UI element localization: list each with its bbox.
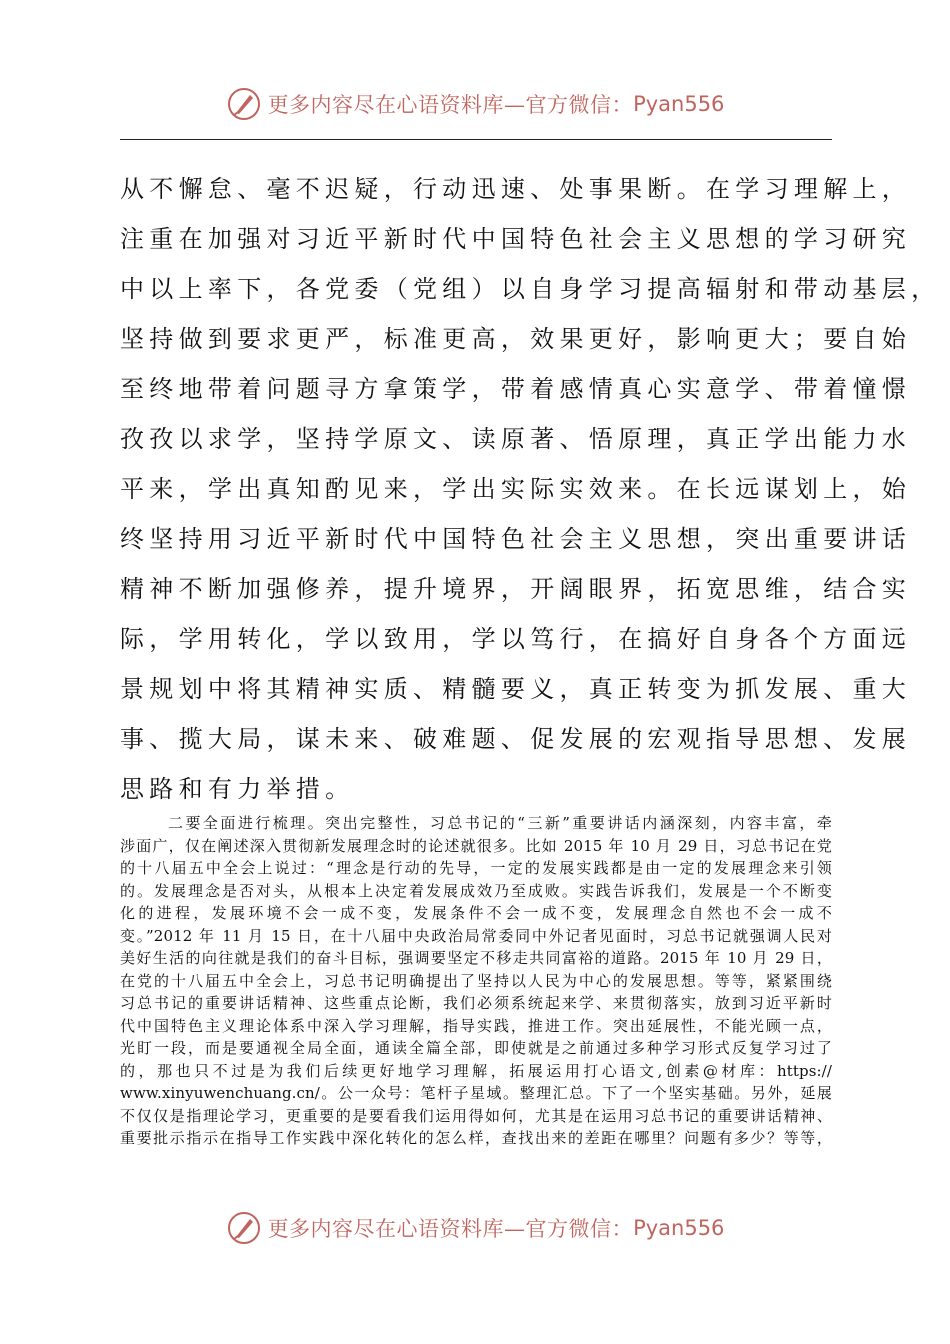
quill-logo-icon [226, 86, 262, 122]
paragraph-line: 的十八届五中全会上说过：“理念是行动的先导，一定的发展实践都是由一定的发展理念来引领 [120, 859, 832, 877]
paragraph-line: 精神不断加强修养，提升境界，开阔眼界，拓宽思维，结合实 [120, 575, 912, 603]
paragraph-line: 事、揽大局，谋未来、破难题、促发展的宏观指导思想、发展 [120, 725, 912, 753]
paragraph-line: 注重在加强对习近平新时代中国特色社会主义思想的学习研究 [120, 225, 912, 253]
paragraph-line: 二要全面进行梳理。突出完整性，习总书记的“三新”重要讲话内涵深刻，内容丰富，牵 [168, 814, 832, 832]
paragraph-line: 坚持做到要求更严，标准更高，效果更好，影响更大；要自始 [120, 325, 912, 353]
paragraph-line: 涉面广，仅在阐述深入贯彻新发展理念时的论述就很多。比如 2015 年 10 月 29 日，习总书记在党 [120, 836, 832, 855]
paragraph-line: 际，学用转化，学以致用，学以笃行，在搞好自身各个方面远 [120, 625, 912, 653]
paragraph-line: 代中国特色主义理论体系中深入学习理解，指导实践，推进工作。突出延展性，不能光顾一点， [120, 1016, 832, 1035]
quill-logo-icon [226, 1210, 262, 1246]
banner-wechat-id: Pyan556 [633, 1216, 725, 1240]
paragraph-line: 的，那也只不过是为我们后续更好地学习理解，拓展运用打心语文,创素@材库：https:// [120, 1061, 832, 1080]
paragraph-line: 在党的十八届五中全会上，习总书记明确提出了坚持以人民为中心的发展思想。等等，紧紧围绕 [120, 971, 832, 990]
paragraph-line: 习总书记的重要讲话精神、这些重点论断，我们必须系统起来学、来贯彻落实，放到习近平新时 [120, 994, 832, 1012]
banner-text: 更多内容尽在心语资料库—官方微信： [267, 93, 634, 117]
paragraph-line: 的。发展理念是否对头，从根本上决定着发展成效乃至成败。实践告诉我们，发展是一个不断变 [120, 881, 832, 900]
paragraph-line: 景规划中将其精神实质、精髓要义，真正转变为抓发展、重大 [120, 675, 912, 703]
paragraph-line: 终坚持用习近平新时代中国特色社会主义思想，突出重要讲话 [120, 525, 912, 553]
paragraph-line: 光盯一段，而是要通视全局全面，通读全篇全部，即使就是之前通过多种学习形式反复学习过了 [120, 1039, 832, 1057]
header-divider [120, 139, 832, 140]
footer-banner [0, 1208, 950, 1248]
paragraph-line: www.xinyuwenchuang.cn/。公一众号：笔杆子星域。整理汇总。下了一个坚实基础。另外，延展 [120, 1084, 832, 1102]
paragraph-line: 美好生活的向往就是我们的奋斗目标，强调要坚定不移走共同富裕的道路。2015 年 10 月 29 日， [120, 949, 832, 967]
paragraph-line: 不仅仅是指理论学习，更重要的是要看我们运用得如何，尤其是在运用习总书记的重要讲话精神、 [120, 1106, 832, 1125]
paragraph-line: 平来，学出真知酌见来，学出实际实效来。在长远谋划上，始 [120, 475, 912, 503]
paragraph-line: 至终地带着问题寻方拿策学，带着感情真心实意学、带着憧憬 [120, 375, 912, 403]
paragraph-line: 化的进程，发展环境不会一成不变，发展条件不会一成不变，发展理念自然也不会一成不 [120, 904, 832, 922]
paragraph-line: 从不懈怠、毫不迟疑，行动迅速、处事果断。在学习理解上， [120, 175, 912, 203]
small-paragraph [120, 812, 832, 1150]
large-paragraph [120, 164, 941, 814]
paragraph-line: 孜孜以求学，坚持学原文、读原著、悟原理，真正学出能力水 [120, 425, 912, 453]
paragraph-line: 重要批示指示在指导工作实践中深化转化的怎么样，查找出来的差距在哪里？问题有多少？等等， [120, 1129, 832, 1147]
paragraph-line: 变。”2012 年 11 月 15 日，在十八届中央政治局常委同中外记者见面时，习总书记就强调人民对 [120, 926, 832, 945]
paragraph-line: 思路和有力举措。 [120, 775, 355, 803]
paragraph-line: 中以上率下，各党委（党组）以自身学习提高辐射和带动基层， [120, 275, 941, 303]
banner-wechat-id: Pyan556 [633, 92, 725, 116]
banner-text: 更多内容尽在心语资料库—官方微信： [267, 1217, 634, 1241]
header-banner [0, 84, 950, 124]
